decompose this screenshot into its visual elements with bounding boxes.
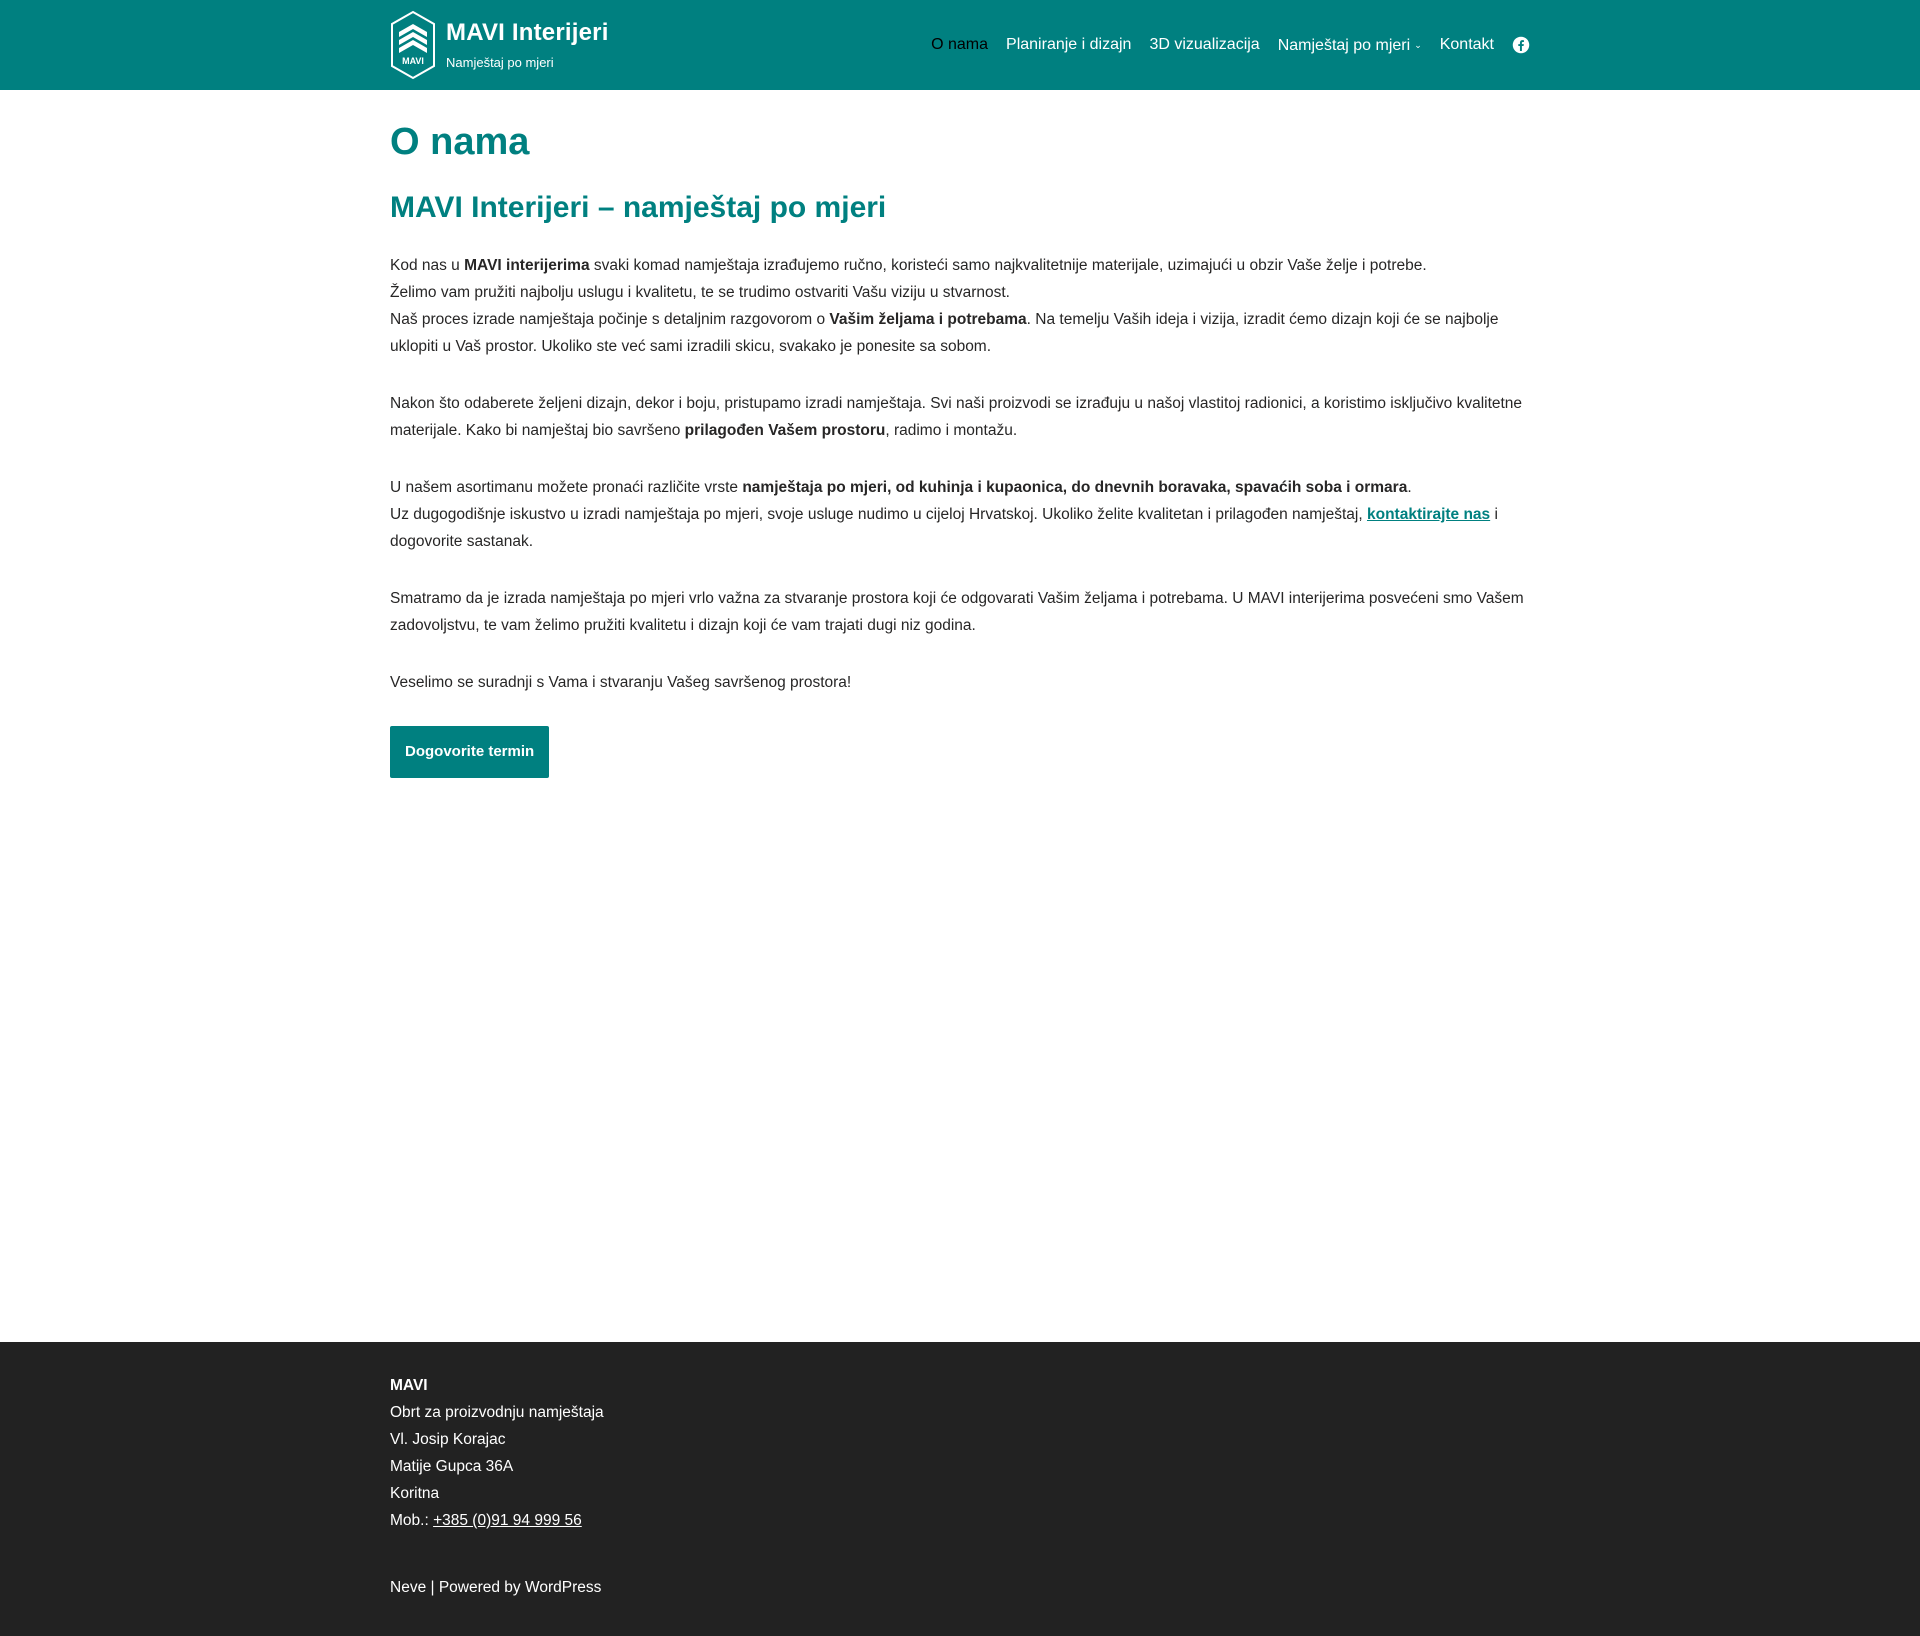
text: . Na temelju Vaših ideja i vizija, izradit ćemo dizajn koji će se najbolje uklopiti u Vaš prostor. Ukoliko ste već sami izradili skicu, svakako je ponesite sa sobom.: [390, 311, 1499, 355]
site-branding[interactable]: [390, 10, 609, 80]
assortment-paragraph: [390, 474, 1530, 555]
facebook-icon[interactable]: [1512, 36, 1530, 54]
intro-paragraph: [390, 252, 1530, 360]
footer-line: Obrt za proizvodnju namještaja: [390, 1404, 604, 1421]
logo-text: MAVI: [402, 56, 424, 66]
theme-link[interactable]: Neve: [390, 1579, 427, 1596]
text: .: [1407, 479, 1412, 496]
process-paragraph: [390, 390, 1530, 444]
nav-item-namjestaj-po-mjeri[interactable]: [1278, 30, 1422, 61]
text: Nakon što odaberete željeni dizajn, dekor i boju, pristupamo izradi namještaja. Svi naši proizvodi se izrađuju u našoj vlastitoj radionici, a koristimo isključivo kvalitetne materijale. Kako bi namještaj bio savršeno: [390, 395, 1523, 439]
text: , radimo i montažu.: [885, 422, 1018, 439]
wordpress-link[interactable]: Powered by WordPress: [438, 1579, 602, 1596]
nav-item-3d-vizualizacija[interactable]: 3D vizualizacija: [1149, 36, 1260, 53]
phone-link[interactable]: +385 (0)91 94 999 56: [433, 1512, 582, 1529]
text: svaki komad namještaja izrađujemo ručno, koristeći samo najkvalitetnije materijale, uzimajući u obzir Vaše želje i potrebe.: [589, 257, 1427, 274]
primary-navigation: [913, 30, 1530, 60]
text: Uz dugogodišnje iskustvo u izradi namještaja po mjeri, svoje usluge nudimo u cijeloj Hrvatskoj. Ukoliko želite kvalitetan i prilagođen namještaj,: [390, 506, 1367, 523]
closing-paragraph: Veselimo se suradnji s Vama i stvaranju Vašeg savršenog prostora!: [390, 674, 852, 691]
footer-company: MAVI: [390, 1377, 428, 1394]
footer-phone-line: [390, 1507, 604, 1534]
site-header: [0, 0, 1920, 90]
importance-paragraph: Smatramo da je izrada namještaja po mjeri vrlo važna za stvaranje prostora koji će odgovarati Vašim željama i potrebama. U MAVI interijerima posvećeni smo Vašem zadovoljstvu, te vam želimo pružiti kvalitetu i dizajn koji će vam trajati dugi niz godina.: [390, 590, 1524, 634]
chevron-down-icon[interactable]: ⌄: [1414, 39, 1422, 50]
nav-item-planiranje-i-dizajn[interactable]: Planiranje i dizajn: [1006, 36, 1132, 53]
footer-city: Koritna: [390, 1485, 440, 1502]
text: Naš proces izrade namještaja počinje s detaljnim razgovorom o: [390, 311, 830, 328]
footer-address: Matije Gupca 36A: [390, 1458, 514, 1475]
book-appointment-button[interactable]: Dogovorite termin: [390, 726, 549, 778]
footer-line: Vl. Josip Korajac: [390, 1431, 506, 1448]
bold-text: MAVI interijerima: [464, 257, 590, 274]
bold-text: namještaja po mjeri, od kuhinja i kupaonica, do dnevnih boravaka, spavaćih soba i ormara: [742, 479, 1408, 496]
credit-separator: |: [426, 1579, 439, 1596]
nav-item-o-nama[interactable]: O nama: [931, 36, 989, 53]
phone-label: Mob.:: [390, 1512, 434, 1529]
text: U našem asortimanu možete pronaći različite vrste: [390, 479, 743, 496]
nav-item-label: Namještaj po mjeri: [1277, 36, 1411, 54]
text: Želimo vam pružiti najbolju uslugu i kvalitetu, te se trudimo ostvariti Vašu viziju u stvarnost.: [390, 284, 1010, 301]
mavi-logo-icon[interactable]: [390, 10, 436, 80]
bold-text: Vašim željama i potrebama: [829, 311, 1027, 328]
footer-credits: [390, 1574, 604, 1601]
page-title: O nama: [390, 121, 530, 163]
main-content: [390, 118, 1530, 778]
site-tagline: Namještaj po mjeri: [446, 55, 554, 70]
text: i dogovorite sastanak.: [390, 506, 1498, 550]
nav-item-kontakt[interactable]: Kontakt: [1439, 36, 1494, 53]
contact-link[interactable]: kontaktirajte nas: [1366, 506, 1491, 523]
site-footer: [0, 1342, 1920, 1636]
bold-text: prilagođen Vašem prostoru: [684, 422, 886, 439]
text: Kod nas u: [390, 257, 465, 274]
section-title: MAVI Interijeri – namještaj po mjeri: [390, 191, 887, 224]
site-title[interactable]: MAVI Interijeri: [446, 19, 609, 46]
